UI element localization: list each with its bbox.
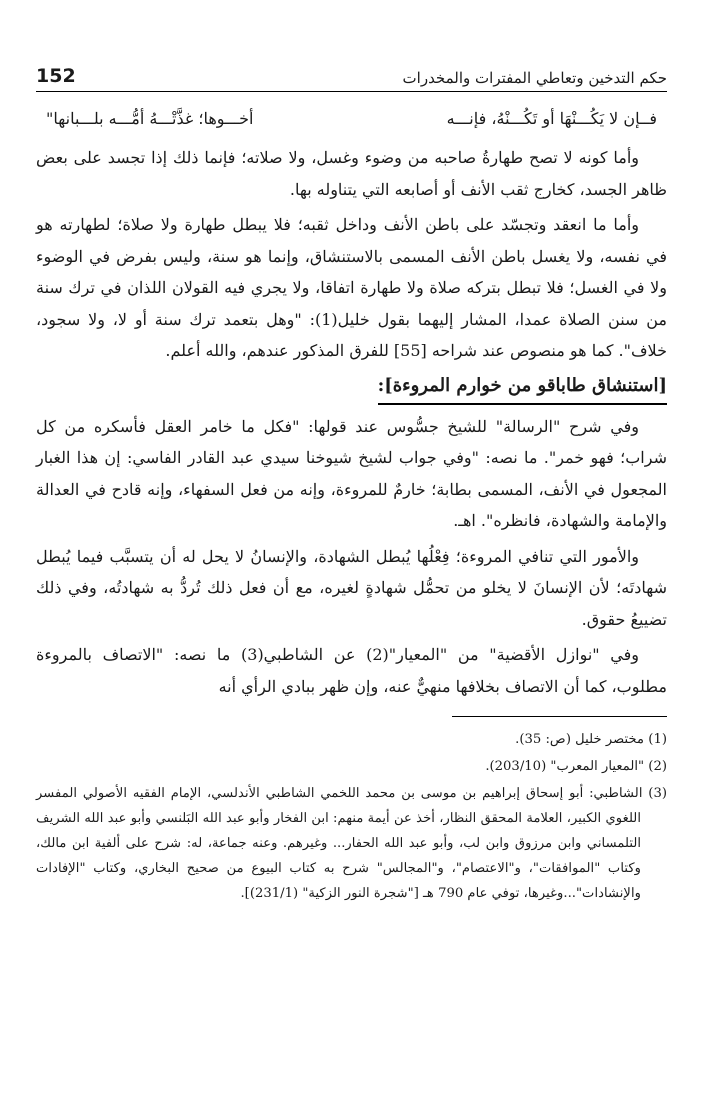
book-page: [36, 56, 667, 1103]
page-number: 152: [36, 65, 76, 87]
running-title: حكم التدخين وتعاطي المفترات والمخدرات: [402, 69, 667, 87]
footnote: (2) "المعيار المعرب" (203/10).: [485, 759, 667, 774]
section-heading-row: [36, 371, 667, 405]
paragraph: وأما ما انعقد وتجسّد على باطن الأنف وداخل ثقبه؛ فلا يبطل طهارة ولا صلاة؛ لطهارته هو في نفسه، ولا يغسل باطن الأنف المسمى بالاستنشاق، وإنما هو سنة، وليس بفرض في الوضوء ولا في الغسل؛ فلا تبطل بتركه صلاة ولا طهارة اتفاقا، ولا يجري فيه القولان اللذان في ترك سنة من سنن الصلاة عمدا، المشار إليهما بقول خليل(1): "وهل بتعمد ترك سنة أو لا، ولا سجود، خلاف". كما هو منصوص عند شراحه [55] للفرق المذكور عندهم، والله أعلم.: [36, 215, 667, 360]
page-header: [36, 56, 667, 92]
paragraph: وفي شرح "الرسالة" للشيخ جسُّوس عند قولها: "فكل ما خامر العقل فأسكره من كل شراب؛ فهو خمر". ما نصه: "وفي جواب لشيخ شيوخنا سيدي عبد القادر الفاسي: إن هذا الغبار المجعول في الأنف، المسمى بطابة؛ خارمٌ للمروءة، وإنه من فعل السفهاء، وإنه قادح في العدالة والإمامة والشهادة، فانظره". اهـ.: [36, 416, 667, 530]
main-text: [36, 102, 667, 702]
section-heading: [استنشاق طاباقو من خوارم المروءة]:: [378, 371, 667, 405]
paragraph: وأما كونه لا تصح طهارةُ صاحبه من وضوء وغسل، ولا صلاته؛ فإنما ذلك إذا تجسد على بعض ظاهر الجسد، كخارج ثقب الأنف أو أصابعه التي يتناوله بها.: [36, 148, 667, 199]
footnotes: [36, 727, 667, 906]
poetry-verse: [36, 102, 667, 136]
verse-right-hemistich: فــإن لا يَكُـــنْهَا أو تَكُـــنْهُ، فإنـــه: [446, 109, 657, 128]
verse-left-hemistich: أخـــوها؛ غذَّتْـــهُ أمُّـــه بلـــبانها": [46, 109, 254, 128]
paragraph: وفي "نوازل الأقضية" من "المعيار"(2) عن الشاطبي(3) ما نصه: "الاتصاف بالمروءة مطلوب، كما أن الاتصاف بخلافها منهيٌّ عنه، وإن ظهر ببادي الرأي أنه: [36, 645, 667, 696]
footnote: (3) الشاطبي: أبو إسحاق إبراهيم بن موسى بن محمد اللخمي الشاطبي الأندلسي، الإمام الفقيه الأصولي المفسر اللغوي الكبير، العلامة المحقق النظار، أخذ عن أيمة منهم: ابن الفخار وأبو عبد الله البَلنسي وأبو عبد الله الشريف التلمساني وابن مرزوق وابن لب، وأبو عبد الله الحفار... وغيرهم. وعنه جماعة، له: شرح على ألفية ابن مالك، وكتاب "الموافقات"، و"الاعتصام"، و"المجالس" شرح به كتاب البيوع من صحيح البخاري، وكتاب "الإفادات والإنشادات"...وغيرها، توفي عام 790 هـ ["شجرة النور الزكية" (231/1)].: [36, 786, 667, 901]
paragraph: والأمور التي تنافي المروءة؛ فِعْلُها يُبطل الشهادة، والإنسانُ لا يحل له أن يتسبَّب فيما يُبطل شهادتَه؛ لأن الإنسانَ لا يخلو من تحمُّل شهادةٍ لغيره، مع أن فعل ذلك تُردُّ به شهادتُه، وفي ذلك تضييعُ حقوق.: [36, 546, 667, 629]
footnote: (1) مختصر خليل (ص: 35).: [515, 732, 667, 747]
footnote-separator: [452, 716, 667, 717]
